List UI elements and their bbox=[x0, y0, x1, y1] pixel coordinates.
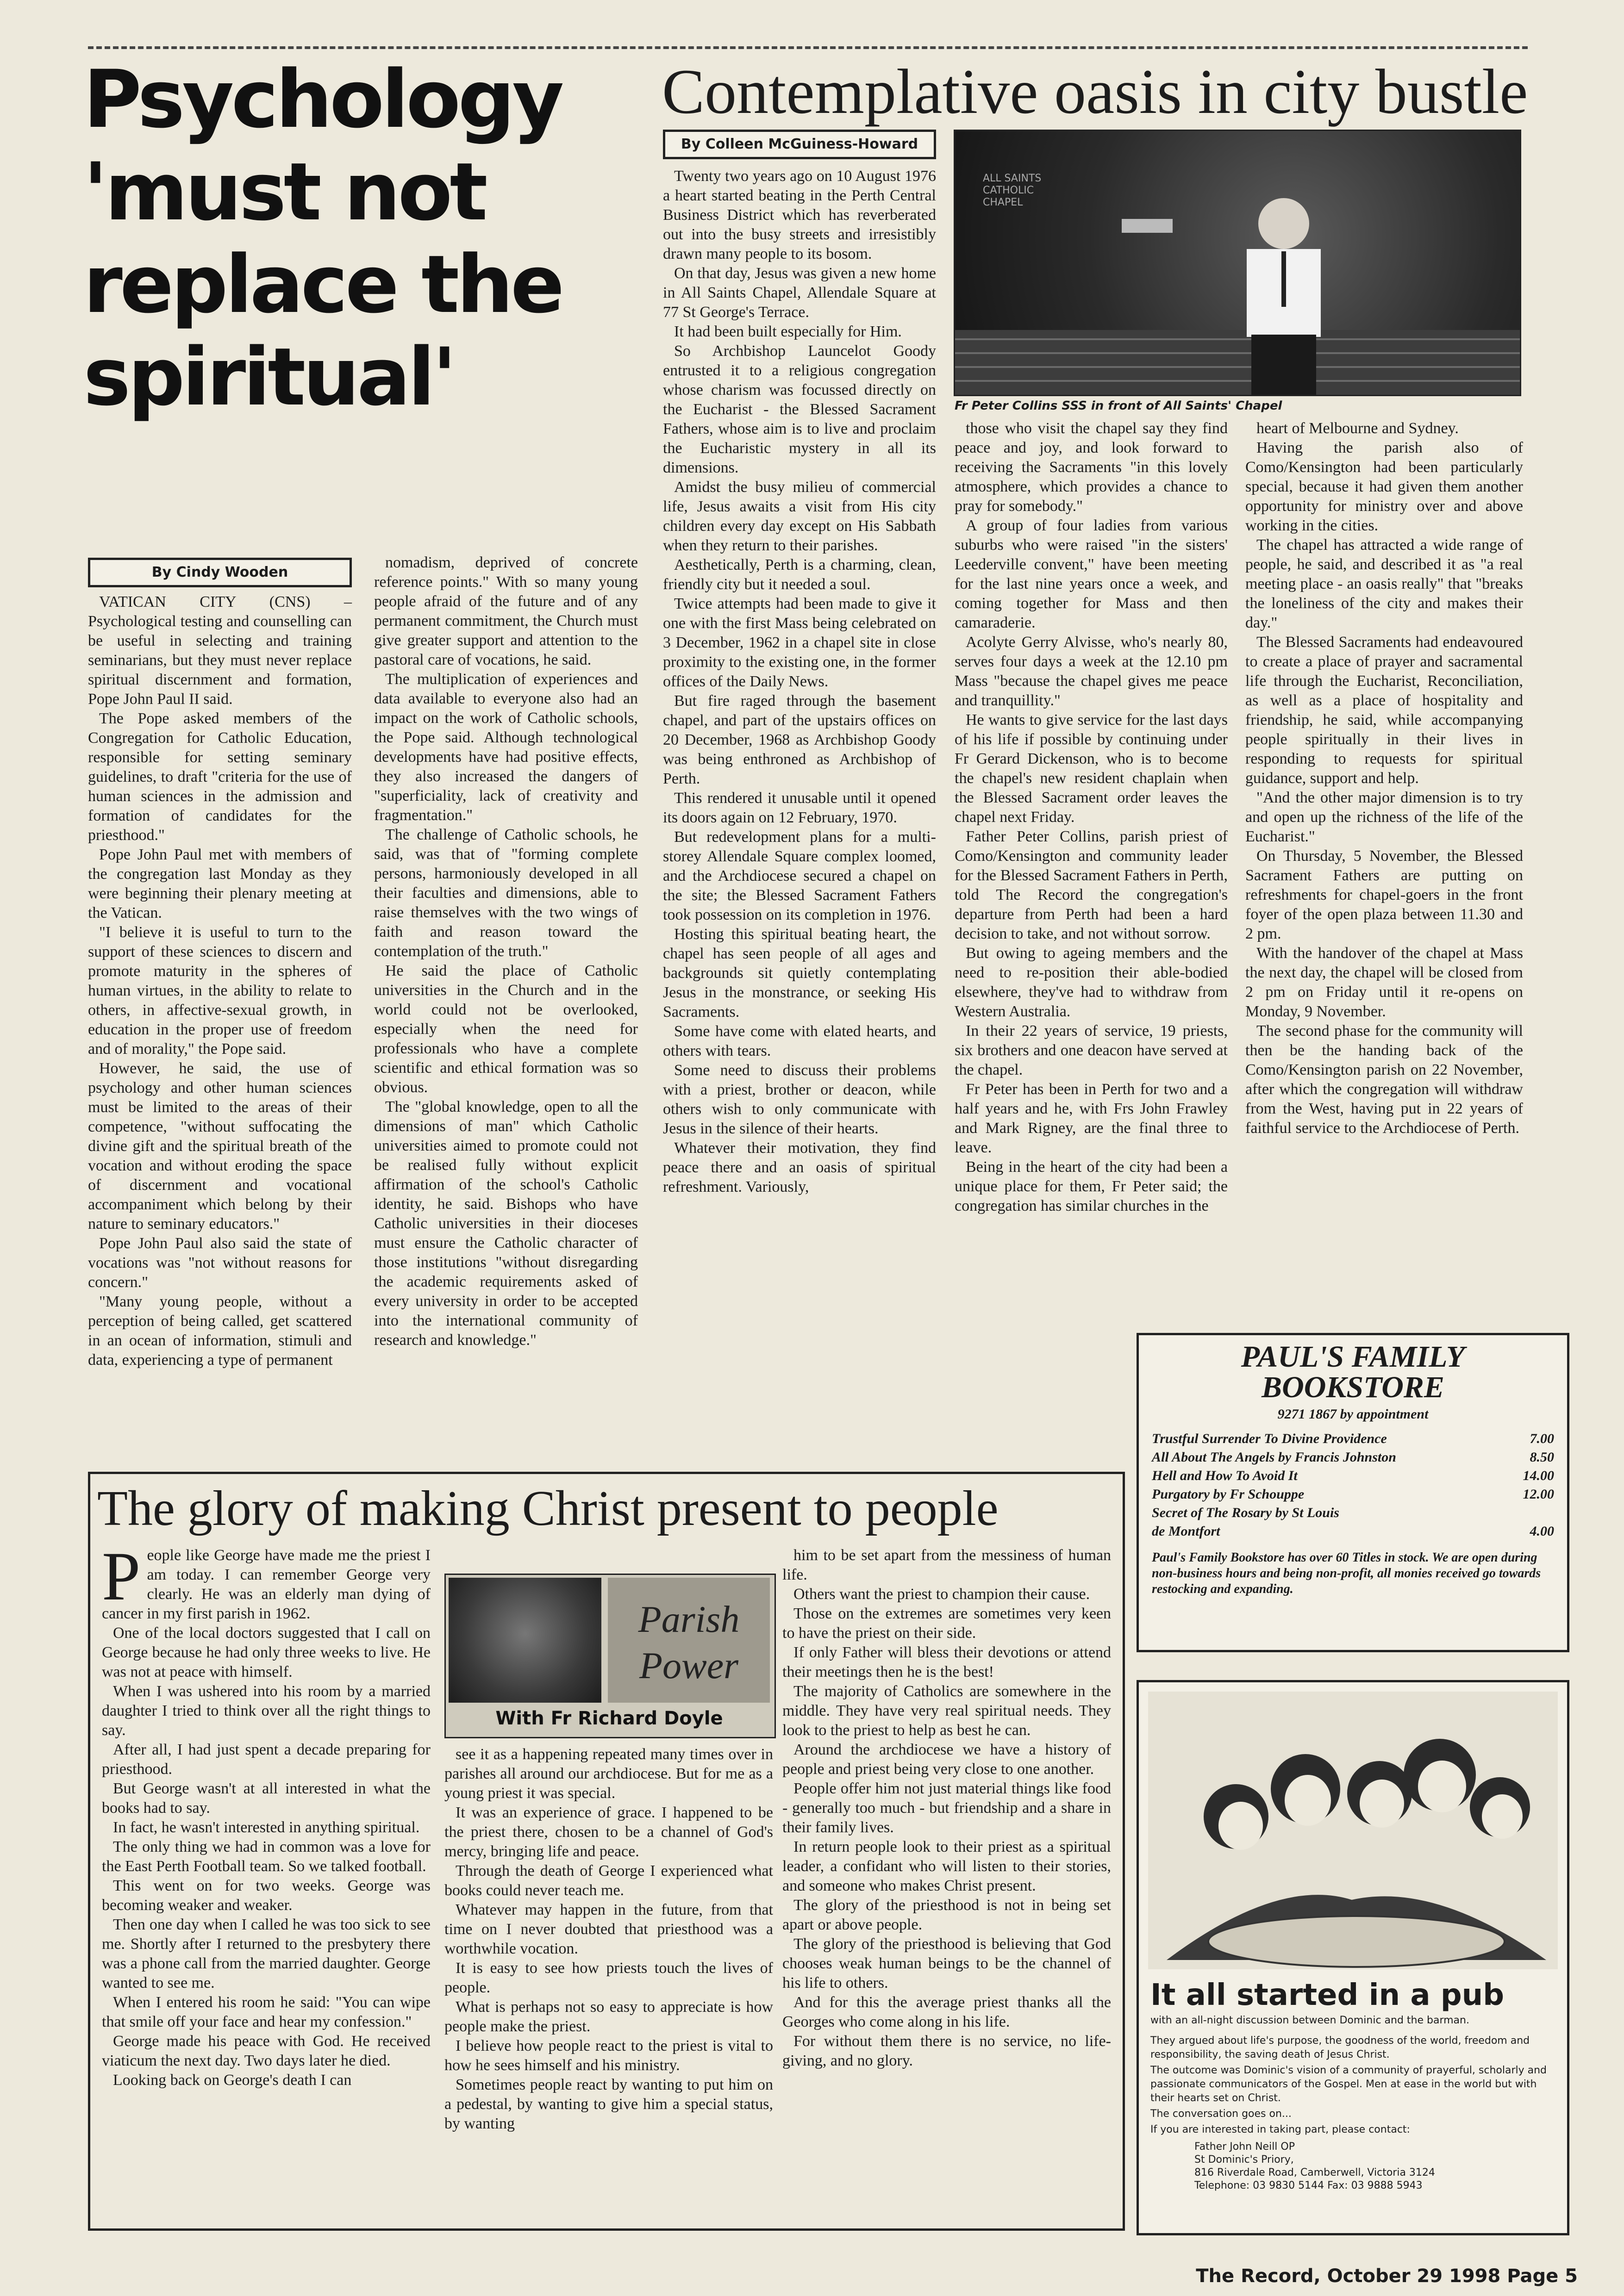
paragraph: Twenty two years ago on 10 August 1976 a heart started beating in the Perth Central Business District which has reverberated out into the busy streets and irresistibly drawn many people to its bosom. bbox=[663, 168, 936, 262]
article1-column-2 bbox=[374, 553, 638, 1453]
parish-power-title: Parish Power bbox=[608, 1578, 770, 1703]
paragraph: Amidst the busy milieu of commercial life, Jesus awaits a visit from His city children every day except on His Sabbath when they return to their parishes. bbox=[663, 479, 936, 554]
contact-address: 816 Riverdale Road, Camberwell, Victoria 3124 bbox=[1194, 2167, 1435, 2178]
paragraph: Others want the priest to champion their cause. bbox=[793, 1586, 1090, 1603]
paragraph: Whatever their motivation, they find peace there and an oasis of spiritual refreshment. Variously, bbox=[663, 1139, 936, 1195]
paragraph: The Pope asked members of the Congregation for Catholic Education, responsible for setting seminary guidelines, to draft "criteria for the use of human sciences in the admission and formation of candidates for the priesthood." bbox=[88, 710, 352, 844]
paragraph: But redevelopment plans for a multi-storey Allendale Square complex loomed, and the Archdiocese secured a chapel on the site; the Blessed Sacrament Fathers took possession on its completion in 1976. bbox=[663, 828, 936, 923]
book-item bbox=[1139, 1504, 1567, 1522]
paragraph: Being in the heart of the city had been a unique place for them, Fr Peter said; the congregation has similar churches in the bbox=[955, 1158, 1228, 1214]
book-item bbox=[1139, 1467, 1567, 1485]
article2-column-1 bbox=[663, 167, 936, 1453]
paragraph: Twice attempts had been made to give it one with the first Mass being celebrated on 3 December, 1962 in a chapel site in close proximity to the existing one, in the former offices of the Daily News. bbox=[663, 595, 936, 690]
paragraph: This rendered it unusable until it opened its doors again on 12 February, 1970. bbox=[663, 790, 936, 826]
paragraph: A group of four ladies from various suburbs who were raised "in the sisters' Leederville convent," have been meeting for the last nine years once a week, and coming together for Mass and then camaraderie. bbox=[955, 517, 1228, 631]
paragraph: "And the other major dimension is to try and open up the richness of the life of the Eucharist." bbox=[1245, 789, 1523, 845]
pub-ad-body: The outcome was Dominic's vision of a community of prayerful, scholarly and passionate communicators of the Gospel. Men at ease in the world but with their hearts set on Christ. bbox=[1150, 2065, 1547, 2104]
paragraph: This went on for two weeks. George was becoming weaker and weaker. bbox=[102, 1877, 431, 1914]
headline-contemplative-oasis: Contemplative oasis in city bustle bbox=[662, 56, 1528, 127]
paragraph: VATICAN CITY (CNS) – Psychological testing and counselling can be useful in selecting and training seminarians, but they must never replace spiritual discernment and formation, Pope John Paul II said. bbox=[88, 593, 352, 708]
paragraph: Father Peter Collins, parish priest of Como/Kensington and community leader for the Blessed Sacrament Fathers in Perth, told The Record the congregation's departure from Perth had been a hard decision to take, and not without sorrow. bbox=[955, 828, 1228, 942]
bookstore-phone: 9271 1867 by appointment bbox=[1277, 1406, 1429, 1422]
paragraph: It is easy to see how priests touch the lives of people. bbox=[444, 1960, 773, 1996]
contact-org: St Dominic's Priory, bbox=[1194, 2154, 1294, 2165]
paragraph: him to be set apart from the messiness of human life. bbox=[782, 1547, 1111, 1583]
paragraph: "Many young people, without a perception of being called, get scattered in an ocean of information, stimuli and data, experiencing a type of permanent bbox=[88, 1293, 352, 1369]
dropcap-letter: P bbox=[102, 1538, 141, 1615]
book-price: 12.00 bbox=[1523, 1487, 1554, 1502]
paragraph: What is perhaps not so easy to appreciate is how people make the priest. bbox=[444, 1998, 773, 2035]
paragraph: The only thing we had in common was a love for the East Perth Football team. So we talked football. bbox=[102, 1838, 431, 1875]
book-title: Trustful Surrender To Divine Providence bbox=[1152, 1431, 1387, 1446]
book-price: 8.50 bbox=[1530, 1450, 1554, 1465]
book-price: 7.00 bbox=[1530, 1431, 1554, 1446]
paragraph: But fire raged through the basement chapel, and part of the upstairs offices on 20 December, 1968 as Archbishop Goody was being enthroned as Archbishop of Perth. bbox=[663, 692, 936, 787]
paragraph: It had been built especially for Him. bbox=[674, 323, 902, 340]
pub-ad-body: They argued about life's purpose, the goodness of the world, freedom and responsibility, the saving death of Jesus Christ. bbox=[1150, 2035, 1530, 2060]
paragraph: The multiplication of experiences and data available to everyone also had an impact on the work of Catholic schools, the Pope said. Although technological developments have had positive effects, they also increased the dangers of "superficiality, lack of creativity and fragmentation." bbox=[374, 671, 638, 824]
paragraph: Hosting this spiritual beating heart, the chapel has seen people of all ages and backgrounds sit quietly contemplating Jesus in the monstrance, or seeking His Sacraments. bbox=[663, 926, 936, 1020]
paragraph: With the handover of the chapel at Mass the next day, the chapel will be closed from 2 pm on Friday until it re-opens on Monday, 9 November. bbox=[1245, 945, 1523, 1020]
contact-phone: Telephone: 03 9830 5144 Fax: 03 9888 5943 bbox=[1194, 2180, 1423, 2191]
paragraph: But owing to ageing members and the need to re-position their able-bodied elsewhere, they've had to withdraw from Western Australia. bbox=[955, 945, 1228, 1020]
paragraph: Having the parish also of Como/Kensington had been particularly special, because it had given them another opportunity for ministry over and above working in the cities. bbox=[1245, 439, 1523, 534]
article3-column-3 bbox=[782, 1546, 1111, 2221]
book-title: de Montfort bbox=[1152, 1524, 1220, 1539]
pub-ad-body: If you are interested in taking part, please contact: bbox=[1150, 2124, 1410, 2135]
book-title: Secret of The Rosary by St Louis bbox=[1152, 1505, 1339, 1520]
bookstore-title-line2: BOOKSTORE bbox=[1262, 1370, 1444, 1404]
paragraph: "I believe it is useful to turn to the support of these sciences to discern and promote maturity in the spheres of human virtues, in the ability to relate to others, in affective-sexual growth, in education in the proper use of freedom and of morality," the Pope said. bbox=[88, 924, 352, 1058]
paragraph: For without them there is no service, no life-giving, and no glory. bbox=[782, 2033, 1111, 2069]
paragraph: Pope John Paul also said the state of vocations was "not without reasons for concern." bbox=[88, 1235, 352, 1291]
pub-illustration bbox=[1139, 1682, 1567, 1979]
paragraph: However, he said, the use of psychology and other human sciences must be limited to the areas of their competence, "without suffocating the divine gift and the spiritual breath of the vocation and without eroding the space of discernment and vocational accompaniment which belong by their nature to seminary educators." bbox=[88, 1060, 352, 1232]
paragraph: It was an experience of grace. I happened to be the priest there, chosen to be a channel of God's mercy, bringing life and peace. bbox=[444, 1804, 773, 1860]
book-price: 4.00 bbox=[1530, 1524, 1554, 1539]
paragraph: The majority of Catholics are somewhere in the middle. They have very real spiritual needs. They look to the priest to help as best he can. bbox=[782, 1683, 1111, 1739]
paragraph: And for this the average priest thanks all the Georges who come along in his life. bbox=[782, 1994, 1111, 2030]
paragraph: Through the death of George I experienced what books could never teach me. bbox=[444, 1862, 773, 1899]
byline-cindy-wooden: By Cindy Wooden bbox=[88, 558, 352, 587]
paragraph: On that day, Jesus was given a new home in All Saints Chapel, Allendale Square at 77 St George's Terrace. bbox=[663, 265, 936, 321]
chapel-sign-text: ALL SAINTS CATHOLIC CHAPEL bbox=[983, 173, 1042, 208]
paragraph: In fact, he wasn't interested in anything spiritual. bbox=[113, 1819, 420, 1836]
page-footer: The Record, October 29 1998 Page 5 bbox=[1196, 2265, 1578, 2287]
paragraph: Sometimes people react by wanting to put him on a pedestal, by wanting to give him a special status, by wanting bbox=[444, 2076, 773, 2132]
paragraph: When I was ushered into his room by a married daughter I tried to think over all the right things to say. bbox=[102, 1683, 431, 1739]
book-item bbox=[1139, 1522, 1567, 1541]
chapel-photo-illustration bbox=[955, 131, 1520, 395]
bookstore-note: Paul's Family Bookstore has over 60 Titles in stock. We are open during non-business hours and being non-profit, all monies received go towards restocking and expanding. bbox=[1152, 1550, 1541, 1596]
book-item bbox=[1139, 1430, 1567, 1448]
book-item bbox=[1139, 1448, 1567, 1467]
bookstore-advertisement bbox=[1137, 1333, 1569, 1652]
book-title: Purgatory by Fr Schouppe bbox=[1152, 1487, 1305, 1502]
paragraph: In return people look to their priest as a spiritual leader, a confidant who will listen to their stories, and someone who makes Christ present. bbox=[782, 1838, 1111, 1894]
dominican-pub-advertisement bbox=[1137, 1680, 1569, 2235]
paragraph: heart of Melbourne and Sydney. bbox=[1256, 420, 1459, 437]
pub-ad-body: The conversation goes on... bbox=[1150, 2108, 1292, 2120]
paragraph: those who visit the chapel say they find peace and joy, and look forward to receiving the Sacraments "in this lovely atmosphere, which provides a chance to pray for somebody." bbox=[955, 420, 1228, 515]
paragraph: He wants to give service for the last days of his life if possible by continuing under Fr Gerard Dickenson, who is to become the chapel's new resident chaplain when the Blessed Sacrament order leaves the chapel next Friday. bbox=[955, 711, 1228, 826]
pub-ad-subtitle: with an all-night discussion between Dominic and the barman. bbox=[1150, 2015, 1469, 2026]
headline-glory-of-making-christ: The glory of making Christ present to people bbox=[97, 1481, 999, 1536]
book-item bbox=[1139, 1485, 1567, 1504]
article3-column-1 bbox=[102, 1538, 431, 2221]
paragraph: The Blessed Sacraments had endeavoured to create a place of prayer and sacramental life through the Eucharist, Reconciliation, as well as a place of hospitality and friendship, he said, while accompanying people spiritually in their lives in responding to requests for spiritual guidance, support and help. bbox=[1245, 634, 1523, 787]
paragraph: George made his peace with God. He received viaticum the next day. Two days later he died. bbox=[102, 2033, 431, 2069]
paragraph: The glory of the priesthood is believing that God chooses weak human beings to be the channel of his life to others. bbox=[782, 1935, 1111, 1991]
paragraph: Around the archdiocese we have a history of people and priest being very close to one another. bbox=[782, 1741, 1111, 1778]
paragraph: Fr Peter has been in Perth for two and a half years and he, with Frs John Frawley and Mark Rigney, are the final three to leave. bbox=[955, 1081, 1228, 1156]
paragraph: The chapel has attracted a wide range of people, he said, and described it as "a real meeting place - an oasis really" that "breaks the loneliness of the city and makes their day." bbox=[1245, 536, 1523, 631]
paragraph-text: eople like George have made me the priest I am today. I can remember George very clearly. He was an elderly man dying of cancer in my first parish in 1962. bbox=[102, 1547, 431, 1622]
paragraph: If only Father will bless their devotions or attend their meetings then he is the best! bbox=[782, 1644, 1111, 1680]
paragraph: In their 22 years of service, 19 priests, six brothers and one deacon have served at the chapel. bbox=[955, 1022, 1228, 1078]
paragraph: nomadism, deprived of concrete reference points." With so many young people afraid of the future and of any permanent commitment, the Church must give greater support and attention to the pastoral care of vocations, he said. bbox=[374, 554, 638, 668]
photo-fr-peter-collins bbox=[954, 130, 1521, 396]
paragraph: I believe how people react to the priest is vital to how he sees himself and his ministry. bbox=[444, 2037, 773, 2074]
paragraph: The glory of the priesthood is not in being set apart or above people. bbox=[782, 1897, 1111, 1933]
paragraph: People offer him not just material things like food - generally too much - but friendship and a share in their family lives. bbox=[782, 1780, 1111, 1836]
paragraph: Pope John Paul met with members of the congregation last Monday as they were beginning their plenary meeting at the Vatican. bbox=[88, 846, 352, 921]
paragraph: see it as a happening repeated many times over in parishes all around our archdiocese. But for me as a young priest it was special. bbox=[444, 1746, 773, 1802]
paragraph: Some need to discuss their problems with a priest, brother or deacon, while others wish to only communicate with Jesus in the silence of their hearts. bbox=[663, 1062, 936, 1137]
fr-richard-doyle-photo bbox=[449, 1578, 601, 1703]
paragraph: Looking back on George's death I can bbox=[113, 2072, 352, 2089]
paragraph: Some have come with elated hearts, and others with tears. bbox=[663, 1023, 936, 1059]
paragraph: Then one day when I called he was too sick to see me. Shortly after I returned to the presbytery there was a phone call from the married daughter. George wanted to see me. bbox=[102, 1916, 431, 1991]
paragraph: On Thursday, 5 November, the Blessed Sacrament Fathers are putting on refreshments for chapel-goers in the front foyer of the open plaza between 11.30 and 2 pm. bbox=[1245, 847, 1523, 942]
paragraph: After all, I had just spent a decade preparing for priesthood. bbox=[102, 1741, 431, 1778]
paragraph: So Archbishop Launcelot Goody entrusted it to a religious congregation whose charism was focussed directly on the Eucharist - the Blessed Sacrament Fathers, whose aim is to live and proclaim the Eucharistic mystery in all its dimensions. bbox=[663, 342, 936, 476]
contact-name: Father John Neill OP bbox=[1194, 2141, 1295, 2153]
paragraph: The "global knowledge, open to all the dimensions of man" which Catholic universities aimed to promote could not be realised fully without explicit affirmation of the school's Catholic identity, he said. Bishops who have Catholic universities in their dioceses must ensure the Catholic character of those institutions "without disregarding the academic requirements asked of every university in order to be accepted into the international community of research and knowledge." bbox=[374, 1098, 638, 1349]
article2-column-2 bbox=[955, 419, 1228, 1456]
paragraph: One of the local doctors suggested that I call on George because he had only three weeks to live. He was not at peace with himself. bbox=[102, 1624, 431, 1680]
byline-colleen-mcguiness-howard: By Colleen McGuiness-Howard bbox=[663, 130, 936, 159]
bookstore-title-line1: PAUL'S FAMILY bbox=[1241, 1340, 1465, 1374]
paragraph: He said the place of Catholic universities in the Church and in the world could not be overlooked, especially when the need for professionals who have a complete scientific and ethical formation was so obvious. bbox=[374, 962, 638, 1096]
top-dashed-rule bbox=[88, 46, 1528, 49]
article1-column-1 bbox=[88, 592, 352, 1453]
article3-column-2 bbox=[444, 1745, 773, 2221]
book-title: Hell and How To Avoid It bbox=[1152, 1468, 1298, 1483]
paragraph: Acolyte Gerry Alvisse, who's nearly 80, serves four days a week at the 12.10 pm Mass "because the chapel gives me peace and tranquillity." bbox=[955, 634, 1228, 709]
column-byline: With Fr Richard Doyle bbox=[495, 1708, 723, 1729]
paragraph: Those on the extremes are sometimes very keen to have the priest on their side. bbox=[782, 1605, 1111, 1642]
paragraph-with-dropcap bbox=[102, 1538, 431, 1624]
paragraph: Aesthetically, Perth is a charming, clean, friendly city but it needed a soul. bbox=[663, 556, 936, 593]
paragraph: But George wasn't at all interested in what the books had to say. bbox=[102, 1780, 431, 1817]
article2-column-3 bbox=[1245, 419, 1523, 1326]
paragraph: The second phase for the community will then be the handing back of the Como/Kensington parish on 22 November, after which the congregation will withdraw from the West, having put in 22 years of faithful service to the Archdiocese of Perth. bbox=[1245, 1022, 1523, 1137]
paragraph: The challenge of Catholic schools, he said, was that of "forming complete persons, harmoniously developed in all their faculties and dimensions, able to raise themselves with the two wings of faith and reason toward the contemplation of the truth." bbox=[374, 826, 638, 960]
book-price: 14.00 bbox=[1523, 1468, 1554, 1483]
book-title: All About The Angels by Francis Johnston bbox=[1152, 1450, 1396, 1465]
paragraph: When I entered his room he said: "You can wipe that smile off your face and hear my confession." bbox=[102, 1994, 431, 2030]
headline-psychology: Psychology 'must not replace the spiritual' bbox=[83, 53, 562, 423]
pub-ad-title: It all started in a pub bbox=[1150, 1978, 1504, 2012]
photo-caption: Fr Peter Collins SSS in front of All Saints' Chapel bbox=[955, 399, 1282, 413]
parish-power-banner bbox=[444, 1574, 776, 1738]
paragraph: Whatever may happen in the future, from that time on I never doubted that priesthood was a worthwhile vocation. bbox=[444, 1901, 773, 1957]
